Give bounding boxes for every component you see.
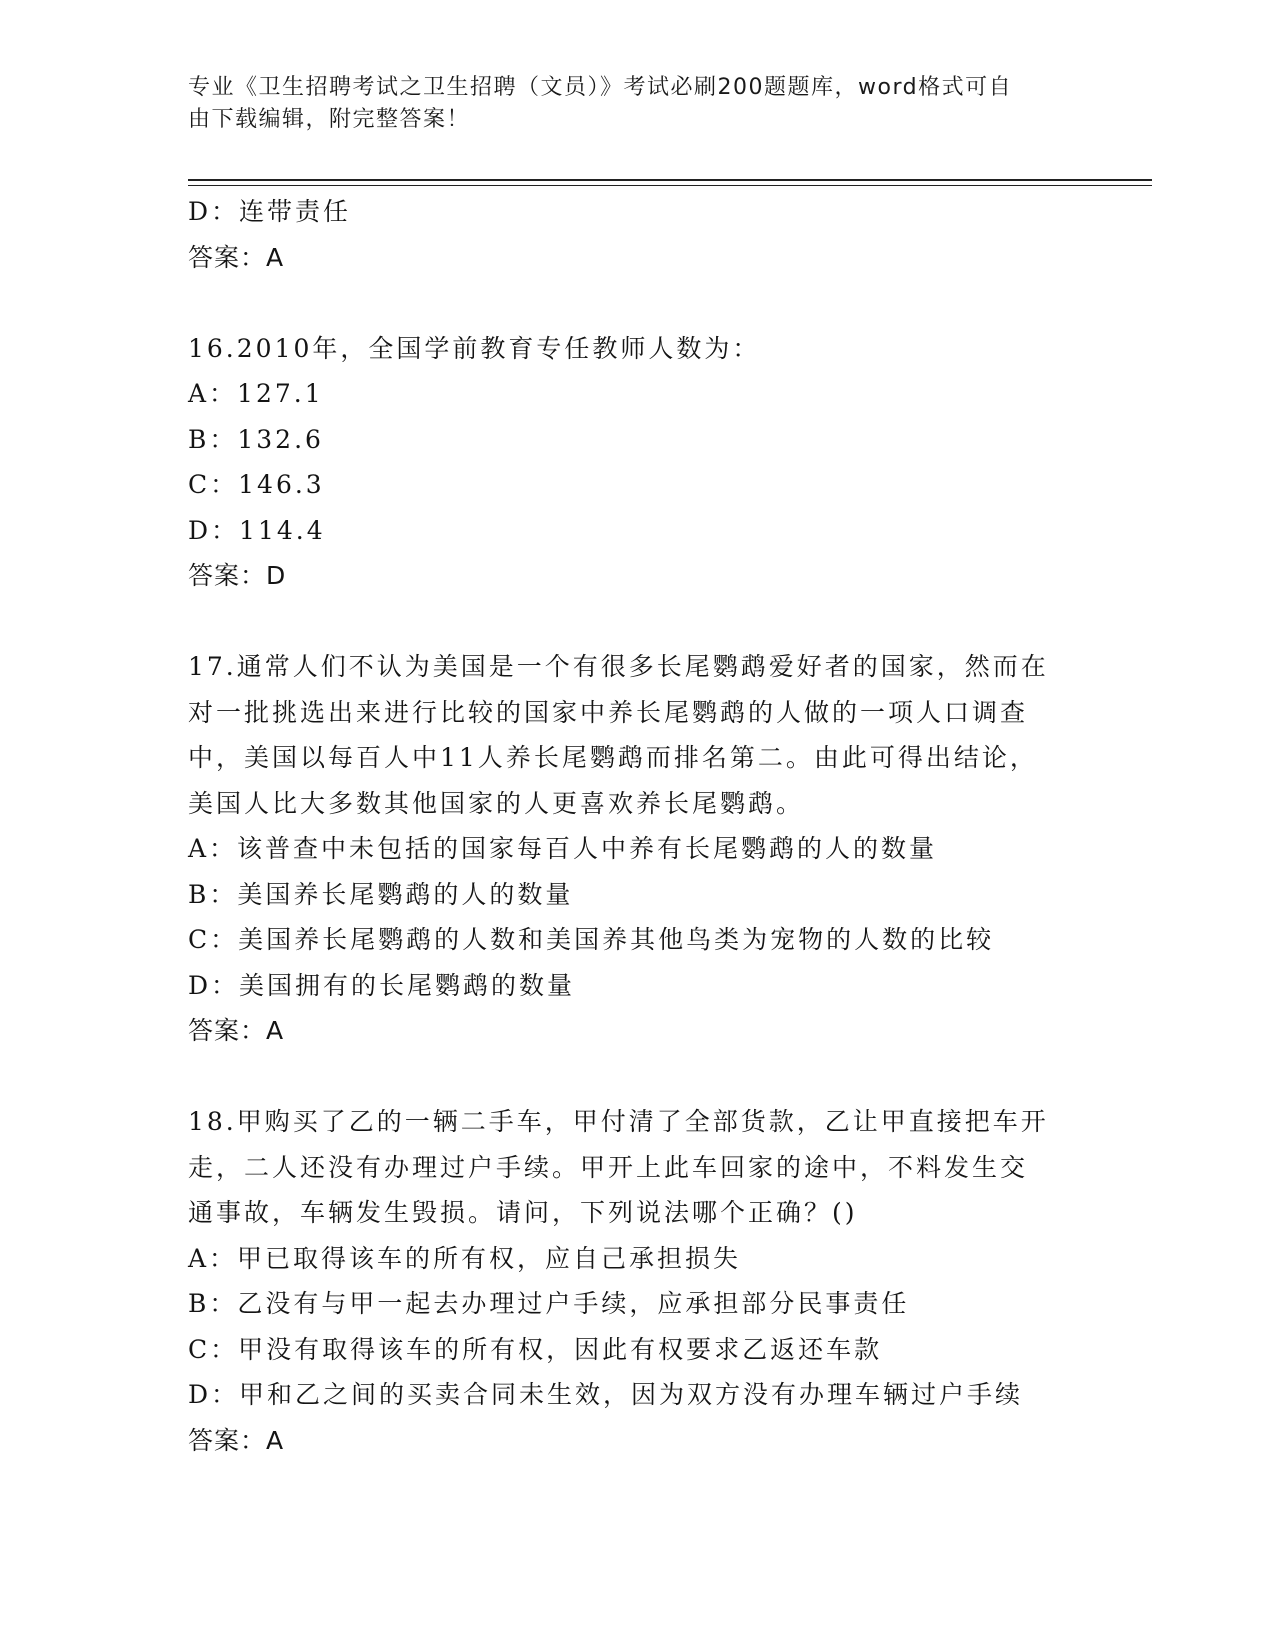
spacer [188, 1054, 1088, 1100]
option-c: C：146.3 [188, 470, 325, 499]
question-text: 中，美国以每百人中11人养长尾鹦鹉而排名第二。由此可得出结论， [188, 743, 1038, 772]
header-line-1: 专业《卫生招聘考试之卫生招聘（文员）》考试必刷200题题库，word格式可自 [188, 75, 1013, 100]
option-b: B：美国养长尾鹦鹉的人的数量 [188, 879, 574, 909]
question-text: 走，二人还没有办理过户手续。甲开上此车回家的途中，不料发生交 [188, 1152, 1029, 1182]
option-d: D：114.4 [188, 515, 326, 545]
header-rule-thin [188, 185, 1152, 186]
header-line-2: 由下载编辑，附完整答案！ [188, 107, 471, 132]
page-header [188, 72, 1068, 136]
option-c: C：美国养长尾鹦鹉的人数和美国养其他鸟类为宠物的人数的比较 [188, 925, 995, 954]
option-d: D：连带责任 [188, 197, 352, 226]
previous-question-tail [188, 189, 1088, 280]
header-rule-thick [188, 179, 1152, 181]
question-17 [188, 644, 1088, 1054]
question-text: 通事故，车辆发生毁损。请问，下列说法哪个正确？() [188, 1198, 858, 1227]
option-a: A：甲已取得该车的所有权，应自己承担损失 [188, 1243, 742, 1273]
option-d: D：甲和乙之间的买卖合同未生效，因为双方没有办理车辆过户手续 [188, 1380, 1024, 1409]
option-b: B：乙没有与甲一起去办理过户手续，应承担部分民事责任 [188, 1289, 910, 1318]
option-a: A：127.1 [188, 379, 324, 408]
spacer [188, 599, 1088, 645]
question-text: 18.甲购买了乙的一辆二手车，甲付清了全部货款，乙让甲直接把车开 [188, 1107, 1049, 1136]
spacer [188, 280, 1088, 326]
option-a: A：该普查中未包括的国家每百人中养有长尾鹦鹉的人的数量 [188, 834, 938, 863]
question-text: 美国人比大多数其他国家的人更喜欢养长尾鹦鹉。 [188, 788, 805, 818]
question-text: 16.2010年，全国学前教育专任教师人数为： [188, 333, 761, 363]
answer-line: 答案：A [188, 1425, 285, 1455]
answer-line: 答案：A [188, 242, 285, 272]
question-18 [188, 1099, 1088, 1463]
answer-line: 答案：D [188, 561, 287, 590]
option-c: C：甲没有取得该车的所有权，因此有权要求乙返还车款 [188, 1334, 883, 1364]
answer-line: 答案：A [188, 1016, 285, 1045]
option-d: D：美国拥有的长尾鹦鹉的数量 [188, 970, 576, 1000]
option-b: B：132.6 [188, 424, 324, 454]
question-16 [188, 326, 1088, 599]
question-text: 对一批挑选出来进行比较的国家中养长尾鹦鹉的人做的一项人口调查 [188, 697, 1029, 727]
question-content [188, 189, 1088, 1463]
question-text: 17.通常人们不认为美国是一个有很多长尾鹦鹉爱好者的国家，然而在 [188, 652, 1049, 681]
